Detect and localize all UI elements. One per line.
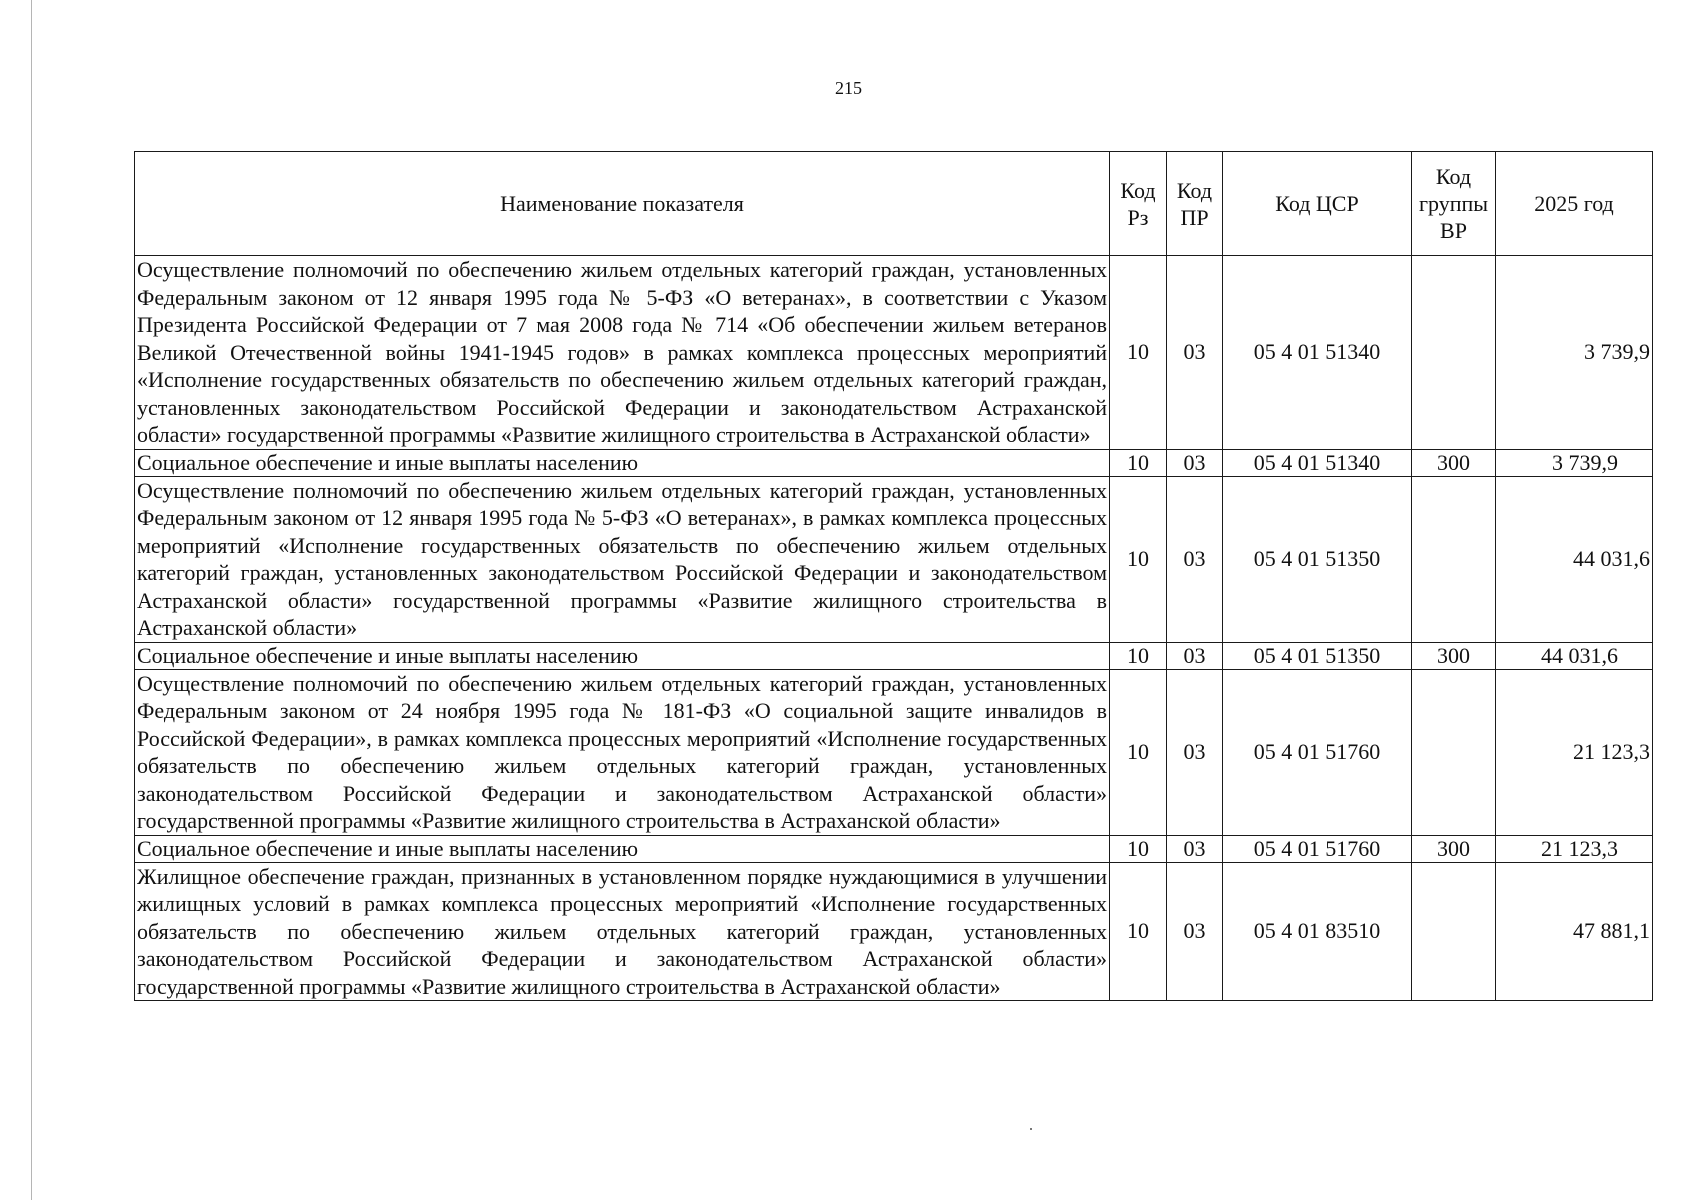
row-vr <box>1412 862 1496 1001</box>
row-amount: 3 739,9 <box>1496 256 1653 450</box>
row-amount: 44 031,6 <box>1496 642 1653 669</box>
table-row <box>135 256 1653 450</box>
row-rz: 10 <box>1110 476 1167 642</box>
row-pr: 03 <box>1167 449 1223 476</box>
header-vr: Код группы ВР <box>1412 152 1496 256</box>
header-rz: Код Рз <box>1110 152 1167 256</box>
table-row <box>135 835 1653 862</box>
table-body <box>135 256 1653 1001</box>
budget-table <box>134 151 1653 1001</box>
table-row <box>135 642 1653 669</box>
row-rz: 10 <box>1110 449 1167 476</box>
table-row <box>135 449 1653 476</box>
row-vr <box>1412 669 1496 835</box>
row-csr: 05 4 01 51340 <box>1223 256 1412 450</box>
table-row <box>135 862 1653 1001</box>
header-row <box>135 152 1653 256</box>
row-pr: 03 <box>1167 862 1223 1001</box>
row-name: Социальное обеспечение и иные выплаты населению <box>135 835 1110 862</box>
header-csr: Код ЦСР <box>1223 152 1412 256</box>
row-pr: 03 <box>1167 476 1223 642</box>
row-csr: 05 4 01 51350 <box>1223 476 1412 642</box>
row-vr <box>1412 476 1496 642</box>
row-name: Осуществление полномочий по обеспечению жильем отдельных категорий граждан, установленных Федеральным законом от 24 ноября 1995 года № 181-ФЗ «О социальной защите инвалидов в Российской Федерации», в рамках комплекса процессных мероприятий «Исполнение государственных обязательств по обеспечению жильем отдельных категорий граждан, установленных законодательством Российской Федерации и законодательством Астраханской области» государственной программы «Развитие жилищного строительства в Астраханской области» <box>135 669 1110 835</box>
row-rz: 10 <box>1110 862 1167 1001</box>
header-year: 2025 год <box>1496 152 1653 256</box>
row-rz: 10 <box>1110 835 1167 862</box>
row-name: Осуществление полномочий по обеспечению жильем отдельных категорий граждан, установленных Федеральным законом от 12 января 1995 года № 5-ФЗ «О ветеранах», в рамках комплекса процессных мероприятий «Исполнение государственных обязательств по обеспечению жильем отдельных категорий граждан, установленных законодательством Российской Федерации и законодательством Астраханской области» государственной программы «Развитие жилищного строительства в Астраханской области» <box>135 476 1110 642</box>
row-name: Социальное обеспечение и иные выплаты населению <box>135 449 1110 476</box>
row-amount: 47 881,1 <box>1496 862 1653 1001</box>
row-csr: 05 4 01 51350 <box>1223 642 1412 669</box>
row-vr <box>1412 256 1496 450</box>
row-csr: 05 4 01 51340 <box>1223 449 1412 476</box>
row-rz: 10 <box>1110 256 1167 450</box>
row-rz: 10 <box>1110 669 1167 835</box>
header-name: Наименование показателя <box>135 152 1110 256</box>
scan-speck <box>1030 1128 1032 1130</box>
row-pr: 03 <box>1167 835 1223 862</box>
row-vr: 300 <box>1412 642 1496 669</box>
row-amount: 3 739,9 <box>1496 449 1653 476</box>
row-csr: 05 4 01 51760 <box>1223 835 1412 862</box>
row-vr: 300 <box>1412 835 1496 862</box>
row-pr: 03 <box>1167 256 1223 450</box>
row-pr: 03 <box>1167 642 1223 669</box>
table-row <box>135 476 1653 642</box>
row-amount: 21 123,3 <box>1496 835 1653 862</box>
header-pr: Код ПР <box>1167 152 1223 256</box>
table-header <box>135 152 1653 256</box>
row-csr: 05 4 01 83510 <box>1223 862 1412 1001</box>
row-csr: 05 4 01 51760 <box>1223 669 1412 835</box>
row-amount: 21 123,3 <box>1496 669 1653 835</box>
row-name: Социальное обеспечение и иные выплаты населению <box>135 642 1110 669</box>
row-vr: 300 <box>1412 449 1496 476</box>
row-amount: 44 031,6 <box>1496 476 1653 642</box>
row-pr: 03 <box>1167 669 1223 835</box>
table-row <box>135 669 1653 835</box>
row-name: Жилищное обеспечение граждан, признанных в установленном порядке нуждающимися в улучшении жилищных условий в рамках комплекса процессных мероприятий «Исполнение государственных обязательств по обеспечению жильем отдельных категорий граждан, установленных законодательством Российской Федерации и законодательством Астраханской области» государственной программы «Развитие жилищного строительства в Астраханской области» <box>135 862 1110 1001</box>
page-number: 215 <box>835 78 862 98</box>
row-rz: 10 <box>1110 642 1167 669</box>
scan-margin-line <box>31 0 32 1200</box>
row-name: Осуществление полномочий по обеспечению жильем отдельных категорий граждан, установленных Федеральным законом от 12 января 1995 года № 5-ФЗ «О ветеранах», в соответствии с Указом Президента Российской Федерации от 7 мая 2008 года № 714 «Об обеспечении жильем ветеранов Великой Отечественной войны 1941-1945 годов» в рамках комплекса процессных мероприятий «Исполнение государственных обязательств по обеспечению жильем отдельных категорий граждан, установленных законодательством Российской Федерации и законодательством Астраханской области» государственной программы «Развитие жилищного строительства в Астраханской области» <box>135 256 1110 450</box>
